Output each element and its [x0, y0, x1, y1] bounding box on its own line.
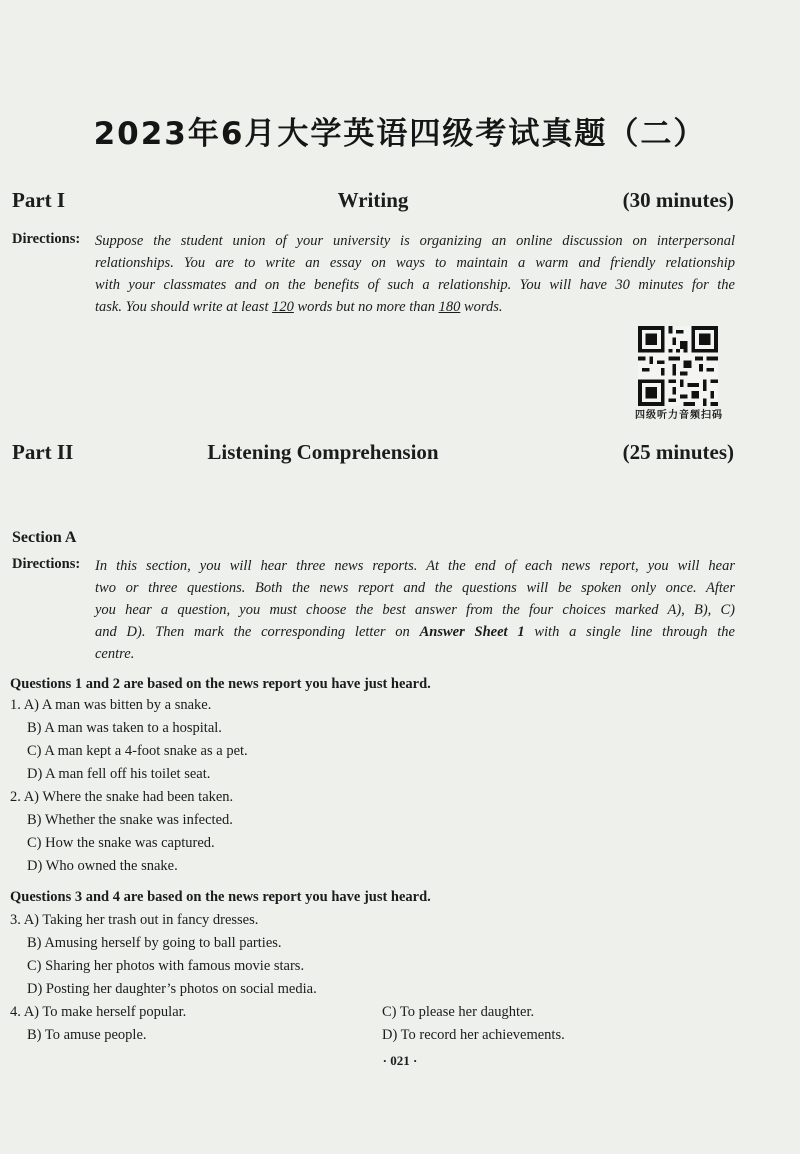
question-group-heading: Questions 3 and 4 are based on the news report you have just heard. — [10, 889, 431, 905]
section-a-directions-label: Directions: — [12, 556, 81, 572]
q3-option-c[interactable]: C) Sharing her photos with famous movie stars. — [27, 958, 305, 974]
q4-option-c[interactable]: C) To please her daughter. — [382, 1004, 535, 1020]
q3-option-d[interactable]: D) Posting her daughter’s photos on social media. — [27, 981, 317, 997]
page-number: · 021 · — [382, 1053, 418, 1068]
part1-directions-line: relationships. You are to write an essay on ways to maintain a warm and friendly relationship — [95, 255, 735, 271]
qr-code-icon[interactable] — [638, 326, 718, 406]
part2-time: (25 minutes) — [622, 440, 734, 464]
q2-option-d[interactable]: D) Who owned the snake. — [27, 858, 178, 874]
q1-option-d[interactable]: D) A man fell off his toilet seat. — [27, 766, 211, 782]
q1-option-c[interactable]: C) A man kept a 4-foot snake as a pet. — [27, 743, 248, 759]
section-a-directions-line: two or three questions. Both the news report and the questions will be spoken only once. After — [95, 580, 735, 596]
max-words: 180 — [438, 299, 461, 315]
part1-directions-label: Directions: — [12, 231, 81, 247]
page-title: 2023年6月大学英语四级考试真题（二） — [93, 116, 707, 152]
part1-directions — [95, 230, 735, 318]
answer-sheet-ref: Answer Sheet 1 — [419, 624, 525, 640]
part2-name: Listening Comprehension — [207, 440, 439, 464]
q3-option-b[interactable]: B) Amusing herself by going to ball parties. — [27, 935, 282, 951]
q2-option-b[interactable]: B) Whether the snake was infected. — [27, 812, 233, 828]
section-a-directions — [95, 555, 735, 665]
qr-caption: 四级听力音频扫码 — [635, 410, 723, 421]
question-group-heading: Questions 1 and 2 are based on the news report you have just heard. — [10, 676, 431, 692]
section-a-directions-line: centre. — [95, 646, 135, 662]
q2-option-a[interactable]: 2. A) Where the snake had been taken. — [10, 789, 234, 805]
part1-directions-line: with your classmates and on the benefits of such a relationship. You will have 30 minutes for the — [95, 277, 735, 293]
part1-name: Writing — [337, 188, 409, 212]
part1-directions-line: task. You should write at least 120 words but no more than 180 words. — [95, 299, 503, 315]
q3-option-a[interactable]: 3. A) Taking her trash out in fancy dresses. — [10, 912, 259, 928]
q2-option-c[interactable]: C) How the snake was captured. — [27, 835, 215, 851]
part1-time: (30 minutes) — [622, 188, 734, 212]
q1-option-a[interactable]: 1. A) A man was bitten by a snake. — [10, 697, 212, 713]
section-a-directions-line: and D). Then mark the corresponding letter on Answer Sheet 1 with a single line through the — [95, 624, 735, 640]
q4-option-a[interactable]: 4. A) To make herself popular. — [10, 1004, 187, 1020]
q4-option-b[interactable]: B) To amuse people. — [27, 1027, 147, 1043]
part1-label: Part I — [12, 188, 66, 212]
part1-directions-line: Suppose the student union of your university is organizing an online discussion on interpersonal — [95, 233, 735, 249]
q4-option-d[interactable]: D) To record her achievements. — [382, 1027, 565, 1043]
section-a-directions-line: In this section, you will hear three news reports. At the end of each news report, you will hear — [95, 558, 735, 574]
section-a-directions-line: you hear a question, you must choose the best answer from the four choices marked A), B), C) — [95, 602, 735, 618]
q1-option-b[interactable]: B) A man was taken to a hospital. — [27, 720, 222, 736]
part2-label: Part II — [12, 440, 74, 464]
min-words: 120 — [272, 299, 294, 315]
section-a-title: Section A — [12, 529, 77, 546]
